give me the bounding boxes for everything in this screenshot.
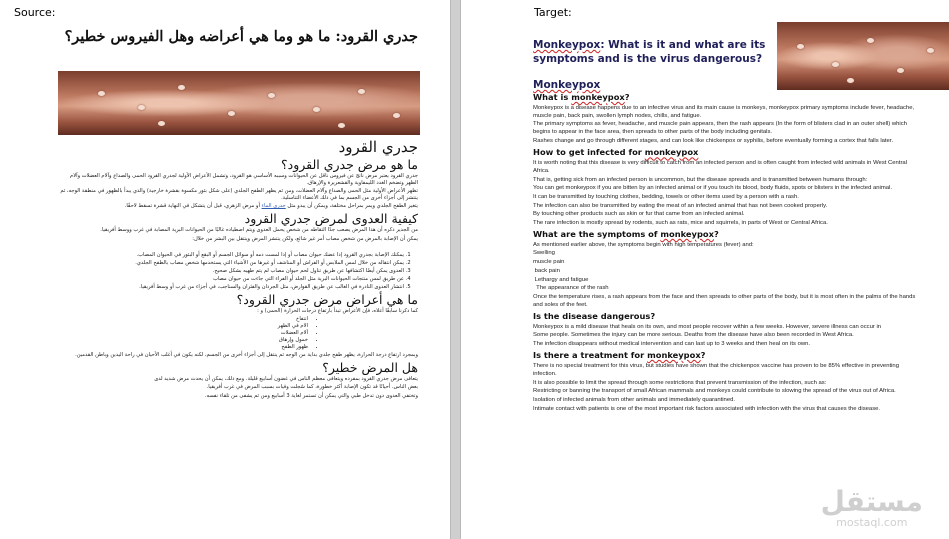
heading-text: ? (624, 92, 630, 102)
chickenpox-link[interactable]: جدري الماء (261, 203, 286, 210)
english-article (533, 38, 923, 413)
watermark-latin: mostaql.com (836, 516, 908, 529)
arabic-infection-list (56, 252, 418, 291)
english-paragraph: The rare infection is mostly spread by rodents, such as rats, mice and squirrels, in parts of West or Central Africa. (533, 220, 828, 227)
english-paragraph: You can get monkeypox if you are bitten by an infected animal or if you touch its blood, body fluids, spots or blisters in the infected animal. (533, 185, 892, 192)
arabic-title-text: جدري القرود: ما هو وما هي أعراضه وهل الفيروس خطير؟ (64, 28, 418, 45)
heading-text: ? (700, 350, 706, 361)
page-divider (450, 0, 461, 539)
english-paragraph: That is, getting sick from an infected person is uncommon, but the disease spreads and is transmitted between humans through: (533, 176, 868, 183)
arabic-text: أو مرض الزهري، قبل أن يتشكل في النهاية قشرة تسقط لاحقًا. (124, 203, 260, 210)
english-paragraph: Isolation of infected animals from other animals and immediately quarantined. (533, 396, 736, 403)
english-paragraph: It is worth noting that this disease is very difficult to catch from an infected person and is often caught from infected wild animals in West Central Africa. (533, 159, 908, 174)
english-paragraph: There is no special treatment for this virus, but studies have shown that the chickenpox vaccine has proven to be 85% effective in preventing infection. (533, 362, 899, 377)
english-heading-1-text: Monkeypox (533, 79, 601, 91)
english-paragraph: By touching other products such as skin or fur that came from an infected animal. (533, 211, 745, 218)
list-item: • الام في الظهر (56, 323, 308, 330)
arabic-paragraph: جدري القرود يعتبر مرض ناتج عن فيروس ناقل عن الحيوانات وسببه الأساسي هو القرود، وتشمل الأعراض الأولية لجدري القرود الحمى والصداع وآلام العضلات وآلام الظهر وتضخم الغدد الليمفاوية والقشعريرة والإرهاق. (70, 173, 418, 187)
heading-text: ? (713, 229, 719, 240)
arabic-paragraph: تظهر الأعراض الأولية مثل الحمى والصداع وآلام العضلات، ومن ثم يظهر الطفح الجلدي (على شكل بثور مكسوة بقشرة خارجية) والذي يبدأ بالظهور في منطقة الوجه، ثم ينتشر إلى أجزاء أخرى من الجسم بما في ذلك الأعضاء التناسلية. (60, 188, 418, 202)
english-paragraph: Restricting or banning the transport of small African mammals and monkeys could contribute to slowing the spread of the virus out of Africa. (533, 388, 896, 395)
arabic-heading-infection: كيفية العدوى لمرض جدري القرود (244, 211, 418, 227)
arabic-paragraph: وتختفي العدوى دون تدخل طبي والتي يمكن أن تستمر لغاية 3 أسابيع ومن ثم يشفى من تلقاء نفسه. (204, 392, 418, 399)
arabic-paragraph: يمكن أن الإصابة بالمرض من شخص مصاب أمر غير شائع، ولكن ينتشر المرض وينتقل بين البشر من خلال: (192, 235, 418, 242)
list-item: 1. يمكنك الإصابة بجدري القرود إذا عضك حيوان مصاب أو إذا لمست دمه أو سوائل الجسم أو البقع أو البثور في الحيوان المصاب. (56, 252, 404, 259)
list-item: back pain (533, 267, 560, 274)
english-heading-what-is (533, 92, 923, 103)
heading-text: What is (533, 92, 572, 102)
english-paragraph: The infection disappears without medical intervention and can last up to 3 weeks and then heal on its own. (533, 341, 811, 348)
list-item: 2. يمكن انتقاله من خلال لمس الملابس أو الفراش أو المناشف أو غيرها من الأشياء التي يستخدمها شخص مصاب بالطفح الجلدي. (56, 260, 404, 267)
arabic-paragraph (56, 203, 418, 210)
heading-text: Is there a treatment for (533, 350, 648, 361)
target-page (461, 0, 949, 539)
english-heading-symptoms (533, 229, 923, 240)
arabic-text: يتغير الطفح الجلدي ويمر بمراحل مختلفة، ويمكن أن يبدو مثل (287, 203, 418, 210)
list-item: 3. العدوى يمكن أيضًا اكتشافها عن طريق تناول لحم حيوان مصاب لم يتم طهيه بشكل صحيح. (56, 268, 404, 275)
english-heading-1 (533, 79, 923, 92)
heading-text: How to get infected for (533, 147, 645, 158)
english-paragraph: Some people. Sometimes the injury can be more serious. Deaths from the disease have also been recorded in West Africa. (533, 332, 854, 339)
source-page (0, 0, 450, 539)
arabic-article (56, 138, 418, 401)
english-paragraph: The primary symptoms as fever, headache, and muscle pain appears, then the rash appears (In the form of blisters clad in an outer shell) which begins to appear in the face area, then spreads to other parts of the body including genitals. (533, 121, 907, 136)
arabic-title (56, 26, 418, 48)
list-item: • خمول وإرهاق (56, 337, 308, 344)
arabic-heading-symptoms: ما هي أعراض مرض جدري القرود؟ (236, 292, 418, 308)
english-paragraph: Monkeypox is a mild disease that heals on its own, and most people recover within a few weeks. However, severe illness can occur in (533, 323, 882, 330)
list-item: • انتفاخ (56, 316, 308, 323)
english-heading-treatment (533, 350, 923, 361)
watermark-arabic: مستقل (820, 485, 923, 518)
heading-text: What are the symptoms of (533, 229, 661, 240)
list-item: 5. انتشار العدوى النادرة في الغالب عن طريق القوارض، مثل الجرذان والفئران والسناجب، في أجزاء من غرب أو وسط أفريقيا. (56, 284, 404, 291)
source-label: Source: (14, 6, 56, 19)
english-heading-infection (533, 147, 923, 158)
english-heading-dangerous: Is the disease dangerous? (533, 311, 656, 322)
english-title-rest: : What is it and what are its symptoms and is the virus dangerous? (533, 39, 766, 65)
english-title-word: Monkeypox (533, 39, 601, 51)
mostaql-watermark (821, 487, 923, 529)
english-paragraph: Once the temperature rises, a rash appears from the face and then spreads to other parts of the body, but it is most often in the palms of the hands and soles of the feet. (533, 293, 916, 308)
list-item: 4. عن طريق لمس منتجات الحيوانات البرية مثل الجلد أو الفراء التي جاءت من حيوان مصاب (56, 276, 404, 283)
list-item: The appearance of the rash (533, 285, 609, 292)
english-paragraph: Intimate contact with patients is one of the most important risk factors associated with infection with the virus that causes the disease. (533, 405, 881, 412)
arabic-heading-dangerous: هل المرض خطير؟ (322, 360, 418, 376)
arabic-paragraph: كما ذكرنا سابقًا أعلاه، فإن الأعراض تبدأ بارتفاع درجات الحرارة (الحمى) و : (257, 308, 418, 315)
arabic-paragraph: بعض الناس. أحيانًا قد تكون الإصابة أكثر خطورة، كما سُجلت وفيات بسبب المرض في غرب أفريقيا. (206, 384, 418, 391)
english-paragraph: As mentioned earlier above, the symptoms begin with high temperatures (fever) and: (533, 241, 754, 248)
arabic-paragraph: يتعافى مرض جدري القرود بمفرده ويتعافى معظم الناس في غضون أسابيع قليلة. ومع ذلك، يمكن أن يحدث مرض شديد لدى (154, 376, 418, 383)
heading-word: monkeypox (644, 147, 699, 158)
list-item: • ظهور الطفح (56, 344, 308, 351)
arabic-paragraph: وبمجرد ارتفاع درجة الحرارة، يظهر طفح جلدي بداية من الوجه ثم ينتقل إلى أجزاء أخرى من الجسم، لكنه يكون في أغلب الأحيان في راحة اليدين وباطن القدمين. (75, 352, 418, 359)
list-item: muscle pain (533, 259, 565, 266)
list-item: Swelling (533, 250, 555, 257)
english-title (533, 38, 768, 66)
list-item: Lethargy and fatigue (533, 276, 589, 283)
list-item: • آلام العضلات (56, 330, 308, 337)
arabic-symptoms-list (56, 316, 418, 351)
english-paragraph: It is also possible to limit the spread through some restrictions that prevent transmission of the infection, such as: (533, 379, 827, 386)
english-paragraph: The infection can also be transmitted by eating the meat of an infected animal that has not been cooked properly. (533, 202, 828, 209)
english-paragraph: Monkeypox is a disease happens due to an infective virus and its main cause is monkeys, monkeypox primary symptoms include fever, headache, muscle pain, back pain, swollen lymph nodes, chills, and fatigue. (533, 104, 915, 119)
monkeypox-rash-photo (58, 71, 420, 135)
target-label: Target: (534, 6, 572, 19)
english-paragraph: It can be transmitted by touching clothes, bedding, towels or other items used by a person with a rash. (533, 194, 799, 200)
heading-word: monkeypox (647, 350, 701, 361)
arabic-heading-1: جدري القرود (338, 138, 418, 156)
arabic-paragraph: من الجدير ذكره أن هذا المرض يصعب جدًا التقاطه من شخص يحمل العدوى ويتم اصطياده غالبًا من الحيوانات البرية المصابة في غرب ووسط أفريقيا. (100, 227, 418, 234)
heading-word: monkeypox (660, 229, 714, 240)
english-paragraph: Rashes change and go through different stages, and can look like chickenpox or syphilis, before eventually forming a cortex that falls later. (533, 138, 894, 145)
arabic-heading-what-is: ما هو مرض جدري القرود؟ (281, 157, 418, 172)
heading-word: monkeypox (571, 92, 625, 102)
